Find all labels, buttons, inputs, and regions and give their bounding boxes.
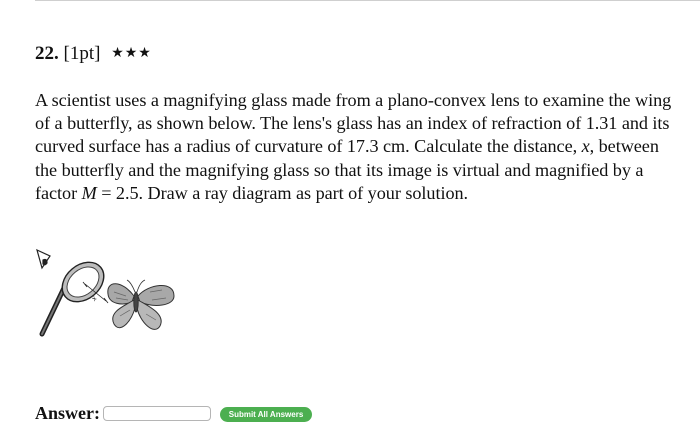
problem-line	[35, 182, 690, 205]
distance-label: x	[89, 294, 99, 303]
problem-line	[35, 135, 690, 158]
problem-line: of a butterfly, as shown below. The lens's glass has an index of refraction of 1.31 and its	[35, 113, 670, 134]
magnifying-glass-icon	[42, 254, 112, 334]
problem-text-segment: factor	[35, 182, 82, 203]
problem-line: the butterfly and the magnifying glass so that its image is virtual and magnified by a	[35, 159, 644, 180]
eye-icon	[37, 250, 50, 268]
figure-svg	[34, 244, 184, 344]
question-number: 22.	[35, 43, 59, 64]
problem-line: A scientist uses a magnifying glass made from a plano-convex lens to examine the wing	[35, 90, 672, 110]
variable-m: M	[81, 182, 97, 203]
problem-text	[35, 89, 690, 205]
answer-label: Answer:	[35, 403, 100, 423]
magnifier-butterfly-figure	[34, 244, 184, 344]
variable-x: x	[581, 136, 590, 157]
difficulty-stars: ★★★	[111, 46, 152, 61]
problem-text-segment: curved surface has a radius of curvature of 17.3 cm. Calculate the distance,	[35, 136, 582, 157]
question-header	[35, 43, 152, 67]
problem-text-segment: , between	[589, 136, 659, 157]
answer-input[interactable]	[103, 406, 211, 421]
butterfly-icon	[108, 280, 174, 329]
submit-all-answers-button[interactable]: Submit All Answers	[220, 407, 312, 422]
question-points: [1pt]	[63, 43, 101, 64]
top-divider	[35, 0, 700, 1]
problem-text-segment: = 2.5. Draw a ray diagram as part of your solution.	[96, 182, 469, 203]
